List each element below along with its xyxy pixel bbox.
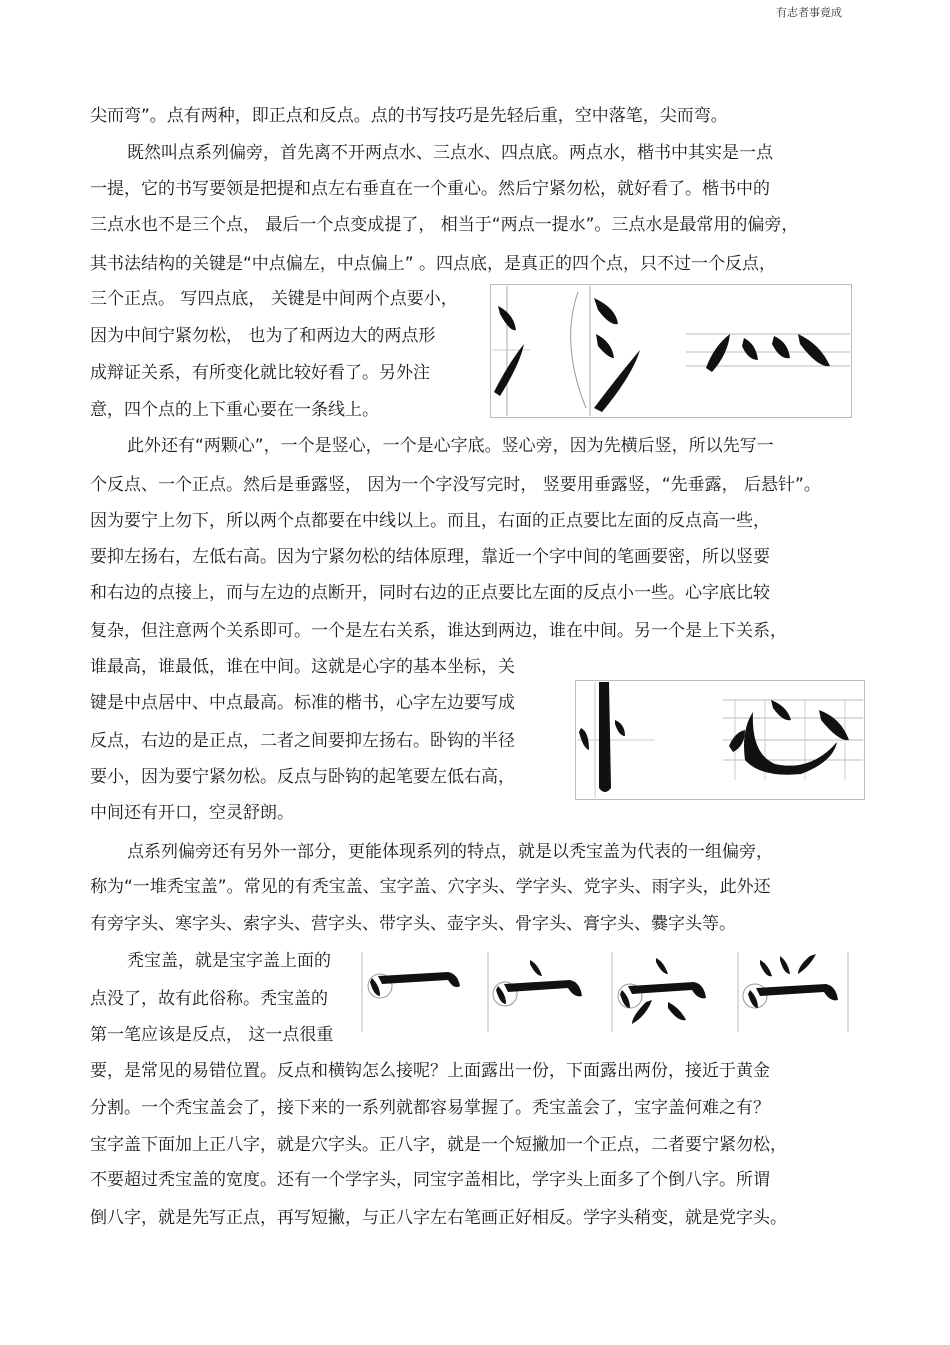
- text-line: 一提，它的书写要领是把提和点左右垂直在一个重心。然后宁紧勿松，就好看了。楷书中的: [90, 179, 770, 199]
- text-line: 复杂，但注意两个关系即可。一个是左右关系，谁达到两边，谁在中间。另一个是上下关系，: [90, 621, 787, 641]
- text-line: 倒八字，就是先写正点，再写短撇，与正八字左右笔画正好相反。学字头稍变，就是党字头。: [90, 1208, 787, 1228]
- text-line: 和右边的点接上，而与左边的点断开，同时右边的正点要比左面的反点小一些。心字底比较: [90, 583, 770, 603]
- text-line: 第一笔应该是反点， 这一点很重: [90, 1025, 334, 1045]
- text-line: 不要超过秃宝盖的宽度。还有一个学字头，同宝字盖相比，学字头上面多了个倒八字。所谓: [90, 1170, 770, 1190]
- heart-radicals-illustration: [575, 680, 865, 800]
- text-line: 有旁字头、寒字头、索字头、营字头、带字头、壶字头、骨字头、膏字头、爨字头等。: [90, 914, 736, 934]
- text-line: 因为中间宁紧勿松， 也为了和两边大的两点形: [90, 326, 436, 346]
- text-line: 称为“一堆秃宝盖”。常见的有秃宝盖、宝字盖、穴字头、学字头、党字头、雨字头，此外还: [90, 877, 771, 897]
- text-line: 要抑左扬右，左低右高。因为宁紧勿松的结体原理，靠近一个字中间的笔画要密，所以竖要: [90, 547, 770, 567]
- cover-radicals-illustration: [360, 950, 850, 1034]
- text-line: 点系列偏旁还有另外一部分，更能体现系列的特点，就是以秃宝盖为代表的一组偏旁，: [127, 842, 773, 862]
- text-line: 反点，右边的是正点，二者之间要抑左扬右。卧钩的半径: [90, 731, 515, 751]
- text-line: 分割。一个秃宝盖会了，接下来的一系列就都容易掌握了。秃宝盖会了，宝字盖何难之有？: [90, 1098, 770, 1118]
- text-line: 谁最高，谁最低，谁在中间。这就是心字的基本坐标，关: [90, 657, 515, 677]
- text-line: 因为要宁上勿下，所以两个点都要在中线以上。而且，右面的正点要比左面的反点高一些，: [90, 511, 770, 531]
- text-line: 尖而弯”。点有两种，即正点和反点。点的书写技巧是先轻后重，空中落笔，尖而弯。: [90, 106, 728, 126]
- text-line: 成辩证关系，有所变化就比较好看了。另外注: [90, 363, 430, 383]
- text-line: 三个正点。 写四点底， 关键是中间两个点要小，: [90, 289, 458, 309]
- text-line: 要，是常见的易错位置。反点和横钩怎么接呢？上面露出一份，下面露出两份，接近于黄金: [90, 1061, 770, 1081]
- text-line: 意，四个点的上下重心要在一条线上。: [90, 400, 379, 420]
- text-line: 中间还有开口，空灵舒朗。: [90, 803, 294, 823]
- text-line: 要小，因为要宁紧勿松。反点与卧钩的起笔要左低右高，: [90, 767, 515, 787]
- text-line: 既然叫点系列偏旁，首先离不开两点水、三点水、四点底。两点水，楷书中其实是一点: [127, 143, 773, 163]
- text-line: 此外还有“两颗心”，一个是竖心，一个是心字底。竖心旁，因为先横后竖，所以先写一: [127, 436, 774, 456]
- text-line: 点没了，故有此俗称。秃宝盖的: [90, 989, 328, 1009]
- text-line: 秃宝盖，就是宝字盖上面的: [127, 951, 331, 971]
- dot-radicals-illustration: [490, 284, 852, 418]
- text-line: 键是中点居中、中点最高。标准的楷书，心字左边要写成: [90, 693, 515, 713]
- page-header-motto: 有志者事竟成: [776, 6, 842, 19]
- text-line: 宝字盖下面加上正八字，就是穴字头。正八字，就是一个短撇加一个正点，二者要宁紧勿松，: [90, 1135, 787, 1155]
- text-line: 其书法结构的关键是“中点偏左，中点偏上” 。四点底，是真正的四个点，只不过一个反点，: [90, 254, 777, 274]
- text-line: 三点水也不是三个点， 最后一个点变成提了， 相当于“两点一提水”。三点水是最常用的偏旁，: [90, 215, 799, 235]
- text-line: 个反点、一个正点。然后是垂露竖， 因为一个字没写完时， 竖要用垂露竖，“先垂露， 后悬针”。: [90, 475, 821, 495]
